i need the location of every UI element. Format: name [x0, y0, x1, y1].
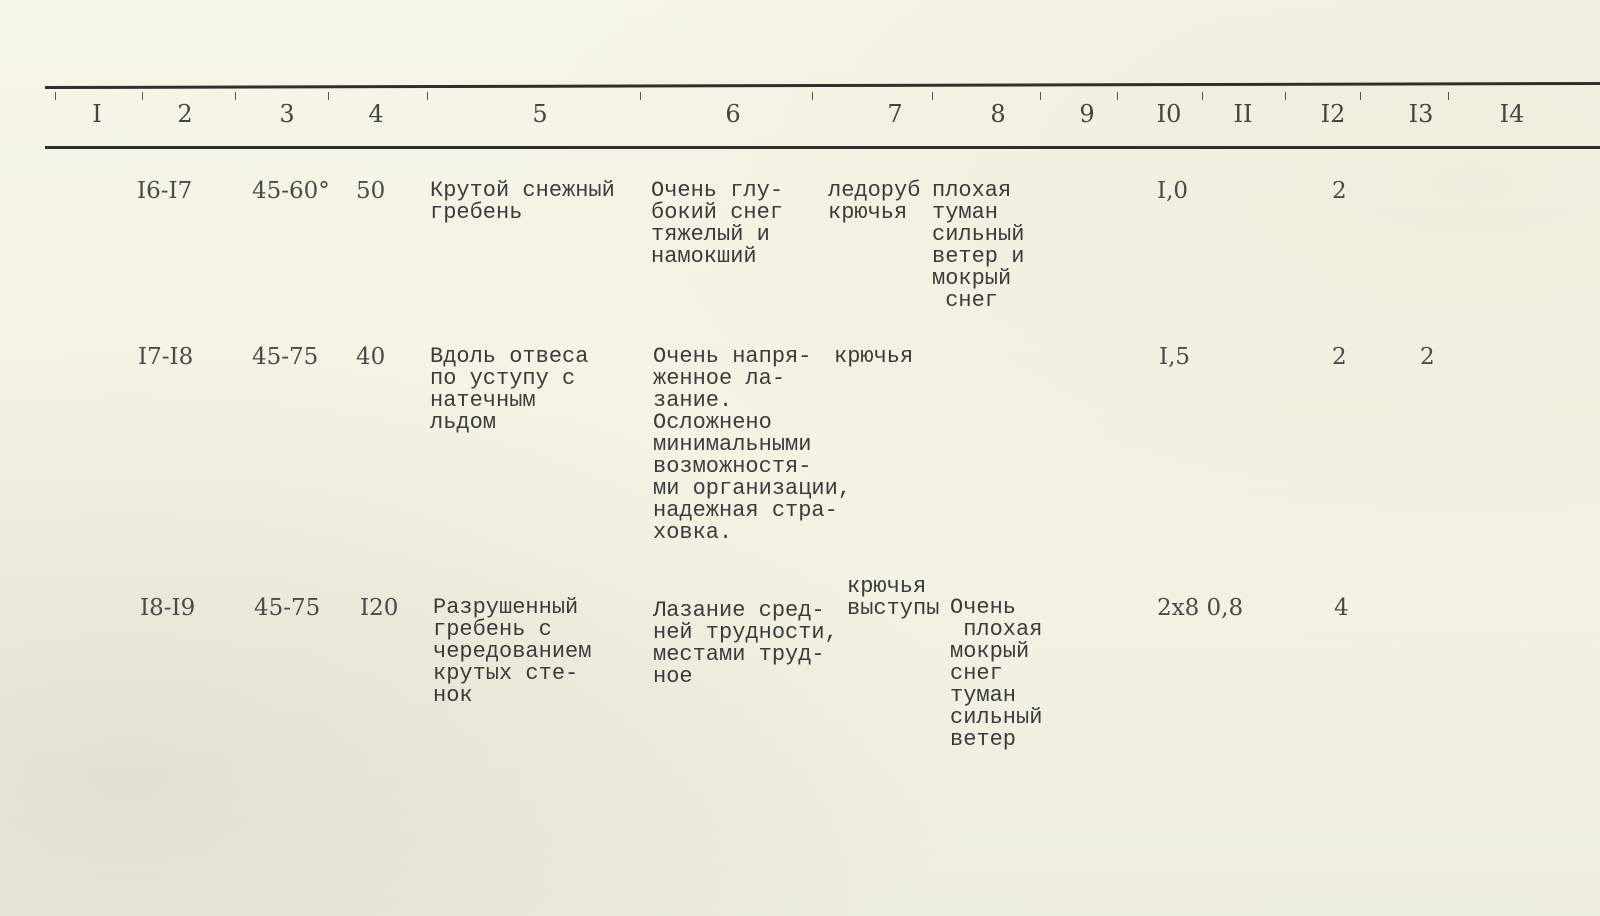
cell-time: I,5	[1159, 344, 1191, 370]
column-tick	[427, 92, 428, 100]
column-tick	[1117, 92, 1118, 100]
cell-conditions: Очень напря- женное ла- зание. Осложнено минимальными возможностя- ми организации, надежная стра- ховка.	[653, 344, 852, 545]
cell-gear: крючья выступы	[847, 574, 940, 621]
cell-count-12: 4	[1334, 595, 1349, 621]
cell-section: I6-I7	[137, 178, 193, 204]
column-tick	[328, 92, 329, 100]
column-header: I3	[1408, 100, 1434, 128]
column-tick	[1360, 92, 1361, 100]
cell-weather: плохая туман сильный ветер и мокрый снег	[932, 178, 1025, 313]
column-header: 2	[177, 100, 193, 128]
column-header: I0	[1156, 100, 1182, 128]
table-top-rule	[45, 82, 1600, 89]
cell-time: I,0	[1157, 178, 1189, 204]
column-header: 8	[990, 100, 1006, 128]
table-header-rule	[45, 146, 1600, 149]
column-header: I2	[1320, 100, 1346, 128]
cell-length: 40	[356, 344, 386, 370]
column-tick	[235, 92, 236, 100]
cell-conditions: Очень глу- бокий снег тяжелый и намокший	[651, 178, 784, 269]
column-header: II	[1233, 100, 1253, 128]
column-tick	[1285, 92, 1286, 100]
column-tick	[1040, 92, 1041, 100]
cell-relief: Разрушенный гребень с чередованием крутых сте- нок	[433, 595, 592, 708]
cell-count-12: 2	[1332, 178, 1347, 204]
cell-angle: 45-60°	[252, 178, 330, 204]
cell-relief: Крутой снежный гребень	[430, 178, 615, 225]
column-tick	[1448, 92, 1449, 100]
cell-count-13: 2	[1420, 344, 1435, 370]
cell-length: 50	[356, 178, 386, 204]
column-header: 4	[368, 100, 384, 128]
column-header: 7	[887, 100, 903, 128]
column-header: 3	[279, 100, 295, 128]
column-tick	[640, 92, 641, 100]
column-header: 5	[532, 100, 548, 128]
cell-length: I20	[360, 595, 399, 621]
cell-section: I8-I9	[140, 595, 196, 621]
cell-angle: 45-75	[254, 595, 321, 621]
cell-gear: крючья	[834, 344, 914, 369]
column-header: I4	[1499, 100, 1525, 128]
column-tick	[1202, 92, 1203, 100]
column-tick	[932, 92, 933, 100]
cell-time: 2х8 0,8	[1157, 595, 1244, 621]
column-tick	[142, 92, 143, 100]
column-tick	[55, 92, 56, 100]
cell-weather: Очень плохая мокрый снег туман сильный ветер	[950, 595, 1043, 752]
cell-conditions: Лазание сред- ней трудности, местами труд- ное	[653, 598, 838, 689]
column-header: 6	[725, 100, 741, 128]
cell-angle: 45-75	[252, 344, 319, 370]
cell-gear: ледоруб крючья	[828, 178, 921, 225]
cell-relief: Вдоль отвеса по уступу с натечным льдом	[430, 344, 589, 435]
column-header: 9	[1079, 100, 1095, 128]
column-tick	[812, 92, 813, 100]
column-header: I	[92, 100, 102, 128]
cell-count-12: 2	[1332, 344, 1347, 370]
cell-section: I7-I8	[138, 344, 194, 370]
